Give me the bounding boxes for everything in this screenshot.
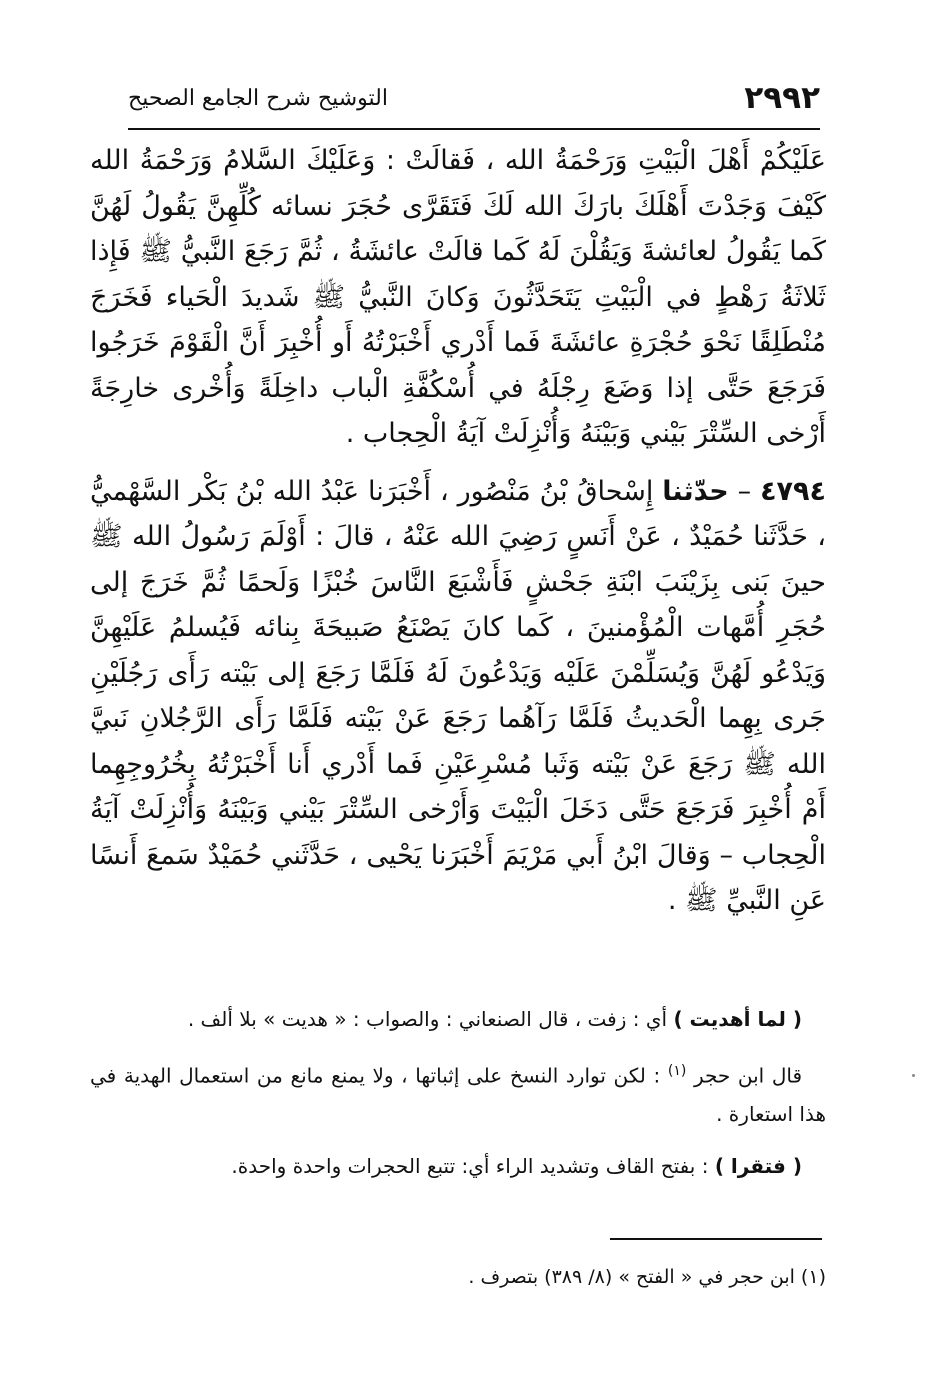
commentary-text: : لكن توارد النسخ على إثباتها ، ولا يمنع مانع من استعمال الهدية في هذا استعارة .: [90, 1063, 826, 1126]
commentary-term: ( لما أهديت ): [673, 1007, 802, 1031]
commentary-text: أي : زفت ، قال الصنعاني : والصواب : « هديت » بلا ألف .: [187, 1007, 668, 1031]
footnote-divider: [610, 1238, 822, 1240]
page-number: ٢٩٩٢: [744, 80, 820, 116]
hadith-number: ٤٧٩٤: [760, 475, 826, 507]
dash-separator: –: [728, 475, 752, 507]
hadith-body: [90, 138, 826, 924]
running-title: التوشيح شرح الجامع الصحيح: [128, 86, 388, 111]
commentary-term: ( فتقرا ): [714, 1153, 802, 1178]
header-divider: [128, 128, 820, 130]
footnote-reference: (١): [667, 1063, 687, 1079]
commentary-item: [90, 1147, 826, 1185]
footnote: (١) ابن حجر في « الفتح » (٨/ ٣٨٩) بتصرف .: [468, 1266, 826, 1288]
commentary-section: [90, 1000, 826, 1199]
commentary-text: قال ابن حجر: [693, 1063, 803, 1088]
commentary-item: [90, 1000, 826, 1038]
hadith-paragraph-continued: عَلَيْكُمْ أَهْلَ الْبَيْتِ وَرَحْمَةُ الله ، فَقالَتْ : وَعَلَيْكَ السَّلامُ وَرَحْمَةُ الله كَيْفَ وَجَدْتَ أَهْلَكَ بارَكَ الله لَكَ فَتَقَرَّى حُجَرَ نسائه كُلِّهِنَّ يَقُولُ لَهُنَّ كَما يَقُولُ لعائشةَ وَيَقُلْنَ لَهُ كَما قالَتْ عائشَةُ ، ثُمَّ رَجَعَ النَّبيُّ ﷺ فَإِذا ثَلاثَةُ رَهْطٍ في الْبَيْتِ يَتَحَدَّثُونَ وَكانَ النَّبيُّ ﷺ شَديدَ الْحَياء فَخَرَجَ مُنْطَلِقًا نَحْوَ حُجْرَةِ عائشَةَ فَما أَدْري أَخْبَرْتُهُ أَو أُخْبِرَ أَنَّ الْقَوْمَ خَرَجُوا فَرَجَعَ حَتَّى إذا وَضَعَ رِجْلَهُ في أُسْكُفَّةِ الْباب داخِلَةً وَأُخْرى خارِجَةً أَرْخى السِّتْرَ بَيْني وَبَيْنَهُ وَأُنْزِلَتْ آيَةُ الْحِجاب .: [90, 145, 826, 449]
page-header: [128, 80, 820, 122]
scan-speck: [912, 1074, 915, 1077]
commentary-item: [90, 1052, 826, 1133]
hadith-intro: حدّثنا: [662, 475, 729, 507]
hadith-text: إِسْحاقُ بْنُ مَنْصُور ، أَخْبَرَنا عَبْدُ الله بْنُ بَكْر السَّهْميُّ ، حَدَّثَنا حُمَيْدٌ ، عَنْ أَنَسٍ رَضِيَ الله عَنْهُ ، قالَ : أَوْلَمَ رَسُولُ الله ﷺ حينَ بَنى بِزَيْنَبَ ابْنَةِ جَحْشٍ فَأَشْبَعَ النَّاسَ خُبْزًا وَلَحمًا ثُمَّ خَرَجَ إلى حُجَرِ أُمَّهات الْمُؤْمنينَ ، كَما كانَ يَصْنَعُ صَبيحَةَ بِنائه فَيُسلمُ عَلَيْهِنَّ وَيَدْعُو لَهُنَّ وَيُسَلِّمْنَ عَلَيْه وَيَدْعُونَ لَهُ فَلَمَّا رَجَعَ إلى بَيْته رَأَى رَجُلَيْنِ جَرى بِهِما الْحَديثُ فَلَمَّا رَآهُما رَجَعَ عَنْ بَيْته فَلَمَّا رَأَى الرَّجُلانِ نَبيَّ الله ﷺ رَجَعَ عَنْ بَيْته وَثَبا مُسْرِعَيْنِ فَما أَدْري أَنا أَخْبَرْتُهُ بِخُرُوجِهِما أَمْ أُخْبِرَ فَرَجَعَ حَتَّى دَخَلَ الْبَيْتَ وَأَرْخى السِّتْرَ بَيْني وَبَيْنَهُ وَأُنْزِلَتْ آيَةُ الْحِجاب – وَقالَ ابْنُ أَبي مَرْيَمَ أَخْبَرَنا يَحْيى ، حَدَّثَني حُمَيْدٌ سَمعَ أَنسًا عَنِ النَّبيِّ ﷺ .: [90, 475, 826, 916]
commentary-text: : بفتح القاف وتشديد الراء أي: تتبع الحجرات واحدة واحدة.: [231, 1153, 709, 1178]
hadith-paragraph: [90, 469, 826, 924]
